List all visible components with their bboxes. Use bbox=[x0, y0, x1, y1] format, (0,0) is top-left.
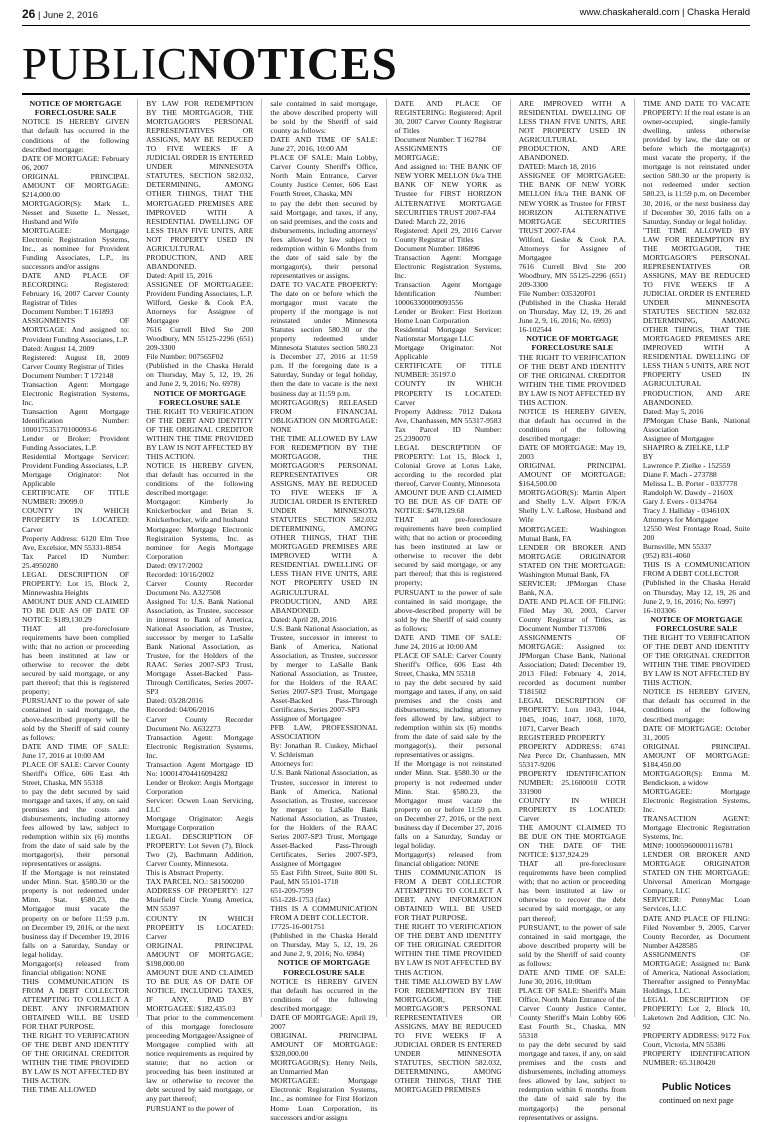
notice-paragraph: TIME AND DATE TO VACATE PROPERTY: If the real estate is an owner-occupied, single-family dwelling, unless otherwise provided by law, the date on or before which the mortgagor(s) must vacate the property, if the mortgage is not reinstated under section 580.30 or the property is not redeemed under section 580.23, is 11:59 p.m. on December 30, 2016, or the next business day if December 30, 2016 falls on a Saturday, Sunday or legal holiday. bbox=[642, 99, 751, 226]
notice-paragraph: That prior to the commencement of this mortgage foreclosure proceeding Mortgagee/Assignee of Mortgagee complied with all notice requirements as required by statute; that no action or proceeding has been instituted at law or otherwise to recover the debt secured by said mortgage, or any part thereof; bbox=[146, 1013, 254, 1104]
notice-paragraph: Dated: 03/28/2016 bbox=[146, 696, 203, 706]
notice-paragraph: (Published in the Chaska Herald on Thursday, May 5, 12, 19, 26 and June 2, 9, 2016; No. 6984) bbox=[270, 931, 378, 959]
notice-paragraph: (Published in the Chaska Herald on Thursday, May 12, 19, 26 and June 2, 9, 16, 2016; No. 6993) bbox=[518, 298, 626, 326]
continued-subtitle: continued on next page bbox=[659, 1096, 734, 1106]
notice-paragraph: Document Number: T 172148 bbox=[22, 370, 114, 380]
notice-paragraph: ORIGINAL PRINCIPAL AMOUNT OF MORTGAGE: $164,500.00 bbox=[518, 461, 626, 489]
notice-paragraph: DATE TO VACATE PROPERTY: The date on or before which the mortgagor must vacate the property if the mortgage is not reinstated under Minnesota Statutes section 580.30 or the property redeemed under Minnesota Statutes section 580.23 is December 27, 2016 at 11:59 p.m. If the foregoing date is a Saturday, Sunday or legal holiday, then the date to vacate is the next business day at 11:59 p.m. bbox=[270, 279, 378, 398]
notice-paragraph: MORTGAGEE: Mortgage Electronic Registration Systems, Inc., as nominee for First Horizon Home Loan Corporation, its successors and/or assigns bbox=[270, 1076, 378, 1122]
notice-paragraph: U.S. Bank National Association, as Trustee, successor in interest to Bank of America, National Association, as Trustee, successor by merger to LaSalle Bank National Association, as Trustee, for the Holders of the RAAC Series 2007-SP3 Trust, Mortgage Asset-Backed Pass-Through Certificates, Series 2007-SP3, Assignee of Mortgagee bbox=[270, 768, 378, 868]
notice-paragraph: ASSIGNMENTS OF MORTGAGE: Assigned to: Bank of America, National Association; Thereafter assigned to PennyMac Holdings, LLC. bbox=[642, 949, 751, 995]
notice-paragraph: DATE AND TIME OF SALE: June 24, 2016 at 10:00 AM bbox=[394, 632, 502, 651]
notice-paragraph: This is Abstract Property. bbox=[146, 868, 224, 878]
continued-box bbox=[643, 1083, 750, 1105]
notice-paragraph: LEGAL DESCRIPTION OF PROPERTY: Lot Seven (7), Block Two (2), Bachmann Addition, Carver County, Minnesota. bbox=[146, 832, 254, 869]
notice-paragraph: ARE IMPROVED WITH A RESIDENTIAL DWELLING OF LESS THAN FIVE UNITS, ARE NOT PROPERTY USED IN AGRICULTURAL PRODUCTION, AND ARE ABANDONED. bbox=[518, 99, 626, 163]
masthead-rule bbox=[22, 93, 750, 95]
notice-paragraph: AMOUNT DUE AND CLAIMED TO BE DUE AS OF DATE OF NOTICE: $189,130.29 bbox=[22, 596, 130, 624]
notice-paragraph: Lawrence P. Zielke - 152559 bbox=[642, 460, 731, 470]
notice-paragraph: DATE AND PLACE OF FILING: Filed November 9, 2005, Carver County Recorder, as Document Number A428585 bbox=[642, 913, 751, 950]
notice-paragraph: LEGAL DESCRIPTION OF PROPERTY: Lots 1043, 1044, 1045, 1046, 1047, 1068, 1070, 1071, Carver Beach bbox=[518, 696, 626, 733]
notice-paragraph: By: Jonathan R. Cuskey, Michael V. Schleisman bbox=[270, 741, 378, 760]
notice-paragraph: TRANSACTION AGENT: Mortgage Electronic Registration Systems, Inc. bbox=[642, 814, 751, 842]
notice-paragraph: PLACE OF SALE: Carver County Sheriff's Office, 606 East 4th Street, Chaska, MN 55318 bbox=[394, 650, 502, 678]
notice-paragraph: THAT all pre-foreclosure requirements have been complied with; that no action or proceeding has been instituted at law or otherwise to recover the debt secured by said mortgage, or any part thereof; bbox=[518, 859, 626, 923]
notice-paragraph: THE TIME ALLOWED BY LAW FOR REDEMPTION BY THE MORTGAGOR, THE MORTGAGOR'S PERSONAL REPRESENTATIVES OR ASSIGNS, MAY BE REDUCED TO FIVE WEEKS IF A JUDICIAL ORDER IS ENTERED UNDER MINNESOTA STATUTES, SECTION 582.032, DETERMINING, AMONG OTHER THINGS, THAT THE MORTGAGED PREMISES bbox=[394, 976, 502, 1095]
notice-paragraph: DATE AND TIME OF SALE: June 27, 2016, 10:00 AM bbox=[270, 135, 378, 154]
notice-paragraph: ASSIGNMENTS OF MORTGAGE: Assigned to: JPMorgan Chase Bank, National Association; Dated: December 19, 2013 Filed: February 4, 2014, recorded as document number T181502 bbox=[518, 633, 626, 697]
notice-paragraph: LENDER OR BROKER AND MORTGAGE ORIGINATOR STATED ON THE MORTGAGE: Washington Mutual Bank, FA bbox=[518, 542, 626, 579]
notice-paragraph: U.S. Bank National Association, as Trustee, successor in interest to Bank of America, National Association, as Trustee, successor by merger to LaSalle Bank National Association, as Trustee, for the Holders of the RAAC Series 2007-SP3 Trust, Mortgage Asset-Backed Pass-Through Certificates, Series 2007-SP3 bbox=[270, 623, 378, 715]
notice-paragraph: ORIGINAL PRINCIPAL AMOUNT OF MORTGAGE: $184,450.00 bbox=[642, 741, 751, 769]
notice-paragraph: Registered: August 18, 2009 Carver County Registrar of Titles bbox=[22, 352, 130, 371]
notice-paragraph: And assigned to: THE BANK OF NEW YORK MELLON f/k/a THE BANK OF NEW YORK as Trustee for FIRST HORIZON ALTERNATIVE MORTGAGE SECURITIES TRUST 2007-FA4 bbox=[394, 162, 502, 217]
masthead-notices: NOTICES bbox=[188, 39, 398, 89]
notice-paragraph: DATE AND TIME OF SALE: June 17, 2016 at 10:00 AM bbox=[22, 741, 130, 760]
notice-paragraph: ADDRESS OF PROPERTY: 127 Muirfield Circle Young America, MN 55397 bbox=[146, 886, 254, 914]
notice-paragraph: Tax Parcel ID Number: 25.4950280 bbox=[22, 551, 130, 570]
notice-paragraph: THE TIME ALLOWED bbox=[22, 1085, 97, 1095]
notice-paragraph: PFB LAW, PROFESSIONAL ASSOCIATION bbox=[270, 723, 378, 742]
notice-paragraph: Assignee of Mortgagee bbox=[270, 714, 342, 724]
column-divider bbox=[510, 99, 511, 1017]
notice-column-3 bbox=[270, 99, 378, 1122]
notice-paragraph: Mortgagor: Kimberly Jo Knickerbocker and Brian S. Knickerbocker, wife and husband bbox=[146, 497, 254, 525]
notice-paragraph: ORIGINAL PRINCIPAL AMOUNT OF MORTGAGE: $214,000.00 bbox=[22, 171, 130, 199]
notice-paragraph: Transaction Agent: Mortgage Electronic Registration Systems, Inc. bbox=[146, 732, 254, 760]
notice-paragraph: to pay the debt secured by said mortgage and taxes, if any, on said premises and the costs and disbursements, including attorney fees allowed by law, subject to redemption within six (6) months from the date of said sale by the mortgagor(s), their personal representatives or assigns. bbox=[22, 786, 130, 869]
notice-paragraph: Transaction Agent Mortgage Identification Number: 100063300009093556 bbox=[394, 279, 502, 308]
notice-paragraph: MIN#: 100059600001116781 bbox=[642, 841, 734, 851]
notice-paragraph: PURSUANT, to the power of sale contained in said mortgage, the above described property will be sold by the Sheriff of said county as follows: bbox=[518, 922, 626, 968]
column-divider bbox=[386, 99, 387, 1017]
notice-paragraph: CERTIFICATE OF TITLE NUMBER: 39099.0 bbox=[22, 488, 130, 507]
notice-paragraph: COUNTY IN WHICH PROPERTY IS LOCATED: Carver bbox=[146, 913, 254, 941]
notice-paragraph: Diane F. Mach - 273788 bbox=[642, 469, 717, 479]
issue-date: June 2, 2016 bbox=[43, 10, 99, 21]
notice-paragraph: Wilford, Geske & Cook P.A. Attorneys for Assignee of Mortgagee bbox=[146, 298, 254, 326]
notice-heading: NOTICE OF MORTGAGE FORECLOSURE SALE bbox=[277, 958, 370, 977]
notice-paragraph: Dated: April 28, 2016 bbox=[270, 614, 337, 624]
site-credit: www.chaskaherald.com | Chaska Herald bbox=[579, 7, 750, 18]
notice-paragraph: DATE OF MORTGAGE: April 19, 2007 bbox=[270, 1013, 378, 1032]
notice-paragraph: Dated: 09/17/2002 bbox=[146, 560, 203, 570]
notice-paragraph: PROPERTY ADDRESS: 9172 Fox Court, Victoria, MN 55386 bbox=[642, 1031, 751, 1050]
notice-paragraph: Carver County Recorder Document No. A632273 bbox=[146, 714, 254, 733]
notice-paragraph: THE RIGHT TO VERIFICATION OF THE DEBT AND IDENTITY OF THE ORIGINAL CREDITOR WITHIN THE TIME PROVIDED BY LAW IS NOT AFFECTED BY THIS ACTION. bbox=[394, 922, 502, 977]
notice-paragraph: Transaction Agent: Mortgage Electronic Registration Systems, Inc. bbox=[394, 252, 502, 280]
notice-paragraph: 7616 Currell Blvd Ste 200 Woodbury, MN 55125-2296 (651) 209-3300 bbox=[146, 325, 254, 353]
notice-paragraph: Gary J. Evers - 0134764 bbox=[642, 497, 717, 507]
section-masthead bbox=[22, 38, 398, 88]
notice-paragraph: ASSIGNMENTS OF MORTGAGE: And assigned to: Provident Funding Associates, L.P. bbox=[22, 316, 130, 344]
notice-paragraph: Mortgage Originator: Not Applicable bbox=[394, 343, 502, 362]
notice-paragraph: Burnsville, MN 55337 bbox=[642, 542, 712, 552]
notice-paragraph: THE RIGHT TO VERIFICATION OF THE DEBT AND IDENTITY OF THE ORIGINAL CREDITOR WITHIN THE TIME PROVIDED BY LAW IS NOT AFFECTED BY THIS ACTION. bbox=[518, 352, 626, 407]
notice-paragraph: Property Address: 7012 Dakota Ave, Chanhassen, MN 55317-9583 bbox=[394, 406, 502, 425]
notice-paragraph: 651-209-7599 bbox=[270, 886, 314, 896]
notice-paragraph: NOTICE IS HEREBY GIVEN that default has occurred in the conditions of the following described mortgage: bbox=[270, 976, 378, 1013]
page-header bbox=[22, 4, 750, 22]
notice-column-1 bbox=[22, 99, 130, 1095]
notice-paragraph: PURSUANT to the power of sale contained in said mortgage, the above-described property will be sold by the Sheriff of said county as follows: bbox=[22, 696, 130, 742]
notice-paragraph: PLACE OF SALE: Main Lobby, Carver County Sheriff's Office, North Main Entrance, Carver County Justice Center, 606 East Fourth Street, Chaska, MN bbox=[270, 153, 378, 199]
notice-heading: NOTICE OF MORTGAGE FORECLOSURE SALE bbox=[29, 99, 122, 118]
notice-paragraph: PURSUANT to the power of bbox=[146, 1103, 235, 1113]
notice-paragraph: Mortgage Originator: Not Applicable bbox=[22, 470, 130, 489]
notice-paragraph: BY LAW FOR REDEMPTION BY THE MORTGAGOR, THE MORTGAGOR'S PERSONAL REPRESENTATIVES OR ASSIGNS, MAY BE REDUCED TO FIVE WEEKS IF A JUDICIAL ORDER IS ENTERED UNDER MINNESOTA STATUTES, SECTION 582.032, DETERMINING, AMONG OTHER THINGS, THAT THE MORTGAGED PREMISES ARE IMPROVED WITH A RESIDENTIAL DWELLING OF LESS THAN FIVE UNITS, ARE NOT PROPERTY USED IN AGRICULTURAL PRODUCTION, AND ARE ABANDONED. bbox=[146, 99, 254, 271]
notice-paragraph: (952) 831-4060 bbox=[642, 551, 691, 561]
notice-paragraph: THAT all pre-foreclosure requirements have been complied with; that no action or proceeding has been instituted at law or otherwise to recover the debt secured by said mortgage, or any part thereof; that this is registered property; bbox=[22, 624, 130, 697]
notice-paragraph: Assigned To: U.S. Bank National Association, as Trustee, successor in interest to Bank of America, National Association, as Trustee, successor by merger to LaSalle Bank National Association, as Trustee, for the Holders of the RAAC Series 2007-SP3 Trust, Mortgage Asset-Backed Pass-Through Certificates, Series 2007-SP3 bbox=[146, 596, 254, 697]
notice-heading: NOTICE OF MORTGAGE FORECLOSURE SALE bbox=[153, 388, 246, 407]
notice-paragraph: Property Address: 6120 Elm Tree Ave, Excelsior, MN 55331-8854 bbox=[22, 533, 130, 552]
notice-paragraph: DATE AND PLACE OF REGISTERING: Registered: April 30, 2007 Carver County Registrar of Titles bbox=[394, 99, 502, 136]
notice-paragraph: File Number: 007565F02 bbox=[146, 352, 224, 362]
notice-paragraph: Document Number: T 161893 bbox=[22, 307, 114, 317]
notice-paragraph: PROPERTY IDENTIFICATION NUMBER: 65.3180420 bbox=[642, 1049, 751, 1068]
notice-paragraph: ORIGINAL PRINCIPAL AMOUNT OF MORTGAGE: $198,000.00 bbox=[146, 940, 254, 968]
notice-paragraph: Tracy J. Halliday - 034610X bbox=[642, 506, 730, 516]
notice-paragraph: Residential Mortgage Servicer: Provident Funding Associates, L.P. bbox=[22, 452, 130, 471]
notice-paragraph: Wilford, Geske & Cook P.A. Attorneys for Assignee of Mortgagee bbox=[518, 234, 626, 262]
notice-paragraph: AMOUNT DUE AND CLAIMED TO BE DUE AS OF DATE OF NOTICE: $478,129.68 bbox=[394, 488, 502, 516]
notice-paragraph: sale contained in said mortgage, the above described property will be sold by the Sheriff of said county as follows: bbox=[270, 99, 378, 136]
notice-paragraph: Transaction Agent Mortgage Identification Number: 100017535170100093-6 bbox=[22, 406, 130, 434]
notice-paragraph: THE RIGHT TO VERIFICATION OF THE DEBT AND IDENTITY OF THE ORIGINAL CREDITOR WITHIN THE TIME PROVIDED BY LAW IS NOT AFFECTED BY THIS ACTION. bbox=[146, 406, 254, 462]
notice-paragraph: Melissa L. B. Porter - 0337778 bbox=[642, 478, 738, 488]
notice-paragraph: PROPERTY ADDRESS: 6741 Nez Perce Dr, Chanhassen, MN 55317-9206 bbox=[518, 741, 626, 769]
notice-column-6 bbox=[642, 99, 751, 1106]
notice-paragraph: Lender or Broker: Aegis Mortgage Corporation bbox=[146, 777, 254, 796]
notice-paragraph: Dated: August 14, 2009 bbox=[22, 343, 95, 353]
notice-paragraph: to pay the debt then secured by said Mortgage, and taxes, if any, on said premises, and the costs and disbursements, including attorneys' fees allowed by law subject to redemption within 6 Months from the date of said sale by the mortgagor(s), their personal representatives or assigns. bbox=[270, 198, 378, 280]
continued-title: Public Notices bbox=[661, 1082, 731, 1094]
notice-paragraph: THE AMOUNT CLAIMED TO BE DUE ON THE MORTGAGE ON THE DATE OF THE NOTICE: $137,924.29 bbox=[518, 823, 626, 860]
notice-paragraph: MORTGAGOR(S): Henry Neils, an Unmarried Man bbox=[270, 1058, 378, 1077]
notice-paragraph: DATE AND PLACE OF FILING: Filed May 30, 2003, Carver County Registrar of Titles, as Document Number T137086 bbox=[518, 596, 626, 634]
notice-paragraph: Dated: March 22, 2016 bbox=[394, 216, 465, 226]
notice-paragraph: Document Number: T 162784 bbox=[394, 135, 486, 145]
notice-paragraph: NOTICE IS HEREBY GIVEN that default has occurred in the conditions of the following described mortgage: bbox=[22, 117, 130, 154]
notice-paragraph: PLACE OF SALE: Carver County Sheriff's Office, 606 East 4th Street, Chaska, MN 55318 bbox=[22, 759, 130, 787]
notice-paragraph: JPMorgan Chase Bank, National Association bbox=[642, 415, 751, 434]
notice-paragraph: 16-102544 bbox=[518, 325, 552, 335]
notice-paragraph: Mortgagor(s) released from financial obligation: NONE bbox=[394, 849, 502, 868]
notice-paragraph: THE TIME ALLOWED BY LAW FOR REDEMPTION BY THE MORTGAGOR, THE MORTGAGOR'S PERSONAL REPRESENTATIVES OR ASSIGNS, MAY BE REDUCED TO FIVE WEEKS IF A JUDICIAL ORDER IS ENTERED UNDER MINNESOTA STATUTES SECTION 582.032 DETERMINING, AMONG OTHER THINGS, THAT THE MORTGAGED PREMISES ARE IMPROVED WITH A RESIDENTIAL DWELLING OF LESS THAN FIVE UNITS, ARE NOT PROPERTY USED IN AGRICULTURAL PRODUCTION, AND ARE ABANDONED. bbox=[270, 433, 378, 615]
notice-paragraph: If the Mortgage is not reinstated under Minn. Stat. §580.30 or the property is not redeemed under Minn. Stat. §580.23, the Mortgagor must vacate the property on or before 11:59 p.m. on December 19, 2016, or the next business day if December 19, 2016 falls on a Saturday, Sunday or legal holiday. bbox=[22, 868, 130, 959]
notice-paragraph: THIS COMMUNICATION IS FROM A DEBT COLLECTOR ATTEMPTING TO COLLECT A DEBT. ANY INFORMATION OBTAINED WILL BE USED FOR THAT PURPOSE. bbox=[394, 867, 502, 923]
notice-paragraph: to pay the debt secured by said mortgage and taxes, if any, on said premises and the costs and disbursements, including attorneys fees allowed by law, subject to redemption within 6 months from the date of said sale by the mortgagor(s) the personal representatives or assigns. bbox=[518, 1040, 626, 1122]
notice-paragraph: Recorded: 10/16/2002 bbox=[146, 569, 214, 579]
notice-paragraph: Mortgagor(s) released from financial obligation: NONE bbox=[22, 958, 130, 977]
notice-paragraph: THAT all pre-foreclosure requirements have been complied with; that no action or proceeding has been instituted at law or otherwise to recover the debt secured by said mortgage, or any part thereof; that this is registered property; bbox=[394, 515, 502, 588]
notice-paragraph: PLACE OF SALE: Sheriff's Main Office, North Main Entrance of the Carver County Justice Center, County Sheriff's Main Lobby 606 East Fourth St., Chaska, MN 55318 bbox=[518, 985, 626, 1041]
notice-paragraph: Recorded: 04/06/2016 bbox=[146, 705, 214, 715]
notice-paragraph: LEGAL DESCRIPTION OF PROPERTY: Lot 2, Block 10, Laketown 2nd Addition, CIC No. 92 bbox=[642, 994, 751, 1032]
notice-paragraph: COUNTY IN WHICH PROPERTY IS LOCATED: Carver bbox=[518, 795, 626, 824]
notice-paragraph: NOTICE IS HEREBY GIVEN, that default has occurred in the conditions of the following described mortgage: bbox=[642, 687, 751, 724]
notice-paragraph: MORTGAGOR(S): Martin Alpert and Shelly L.V. Alpert F/K/A Shelly L.V. LaRose, Husband and Wife bbox=[518, 488, 626, 525]
notice-paragraph: NOTICE IS HEREBY GIVEN, that default has occurred in the conditions of the following described mortgage: bbox=[146, 461, 254, 498]
notice-heading: NOTICE OF MORTGAGE FORECLOSURE SALE bbox=[650, 614, 743, 633]
notice-paragraph: DATE OF MORTGAGE: February 06, 2007 bbox=[22, 153, 130, 172]
notice-paragraph: Tax Parcel ID Number: 25.2390070 bbox=[394, 424, 502, 443]
notice-heading: NOTICE OF MORTGAGE FORECLOSURE SALE bbox=[526, 334, 619, 353]
notice-paragraph: DATE OF MORTGAGE: October 31, 2005 bbox=[642, 723, 751, 742]
page-folio: 26 | June 2, 2016 bbox=[22, 7, 99, 21]
notice-paragraph: MORTGAGOR(S) RELEASED FROM FINANCIAL OBLIGATION ON MORTGAGE: NONE bbox=[270, 397, 378, 434]
notice-paragraph: Servicer: Ocwen Loan Servicing, LLC bbox=[146, 795, 254, 814]
notice-paragraph: (Published in the Chaska Herald on Thursday, May 12, 19, 26 and June 2, 9, 16, 2016; No. 6997) bbox=[642, 578, 751, 606]
notice-paragraph: (Published in the Chaska Herald on Thursday, May 5, 12, 19, 26 and June 2, 9, 2016; No. 6978) bbox=[146, 361, 254, 389]
notice-paragraph: Dated: May 5, 2016 bbox=[642, 406, 704, 416]
notice-paragraph: MORTGAGEE: Mortgage Electronic Registration Systems, Inc., as nominee for Provident Funding Associates, L.P., its successors and/or assigns bbox=[22, 225, 130, 272]
notice-paragraph: Registered: April 29, 2016 Carver County Registrar of Titles bbox=[394, 225, 502, 244]
masthead-public: PUBLIC bbox=[22, 39, 189, 89]
notice-paragraph: ORIGINAL PRINCIPAL AMOUNT OF MORTGAGE: $328,000.00 bbox=[270, 1031, 378, 1059]
notice-paragraph: NOTICE IS HEREBY GIVEN, that default has occurred in the conditions of the following described mortgage: bbox=[518, 406, 626, 444]
notice-paragraph: MORTGAGOR(S): Mark L. Nesset and Susette L. Nesset, Husband and Wife bbox=[22, 198, 130, 226]
notice-paragraph: COUNTY IN WHICH PROPERTY IS LOCATED: Carver bbox=[22, 506, 130, 534]
notice-paragraph: THE RIGHT TO VERIFICATION OF THE DEBT AND IDENTITY OF THE ORIGINAL CREDITOR WITHIN THE TIME PROVIDED BY LAW IS NOT AFFECTED BY THIS ACTION. bbox=[22, 1031, 130, 1086]
notice-paragraph: REGISTERED PROPERTY bbox=[518, 732, 606, 742]
notice-paragraph: THIS IS A COMMUNICATION FROM A DEBT COLLECTOR. bbox=[270, 904, 378, 923]
notice-paragraph: 17725-16-001751 bbox=[270, 922, 325, 932]
notice-paragraph: SERVICER: JPMorgan Chase Bank, N.A. bbox=[518, 578, 626, 597]
header-rule bbox=[22, 25, 750, 26]
notice-paragraph: 651-228-1753 (fax) bbox=[270, 895, 331, 905]
notice-paragraph: ASSIGNEE OF MORTGAGEE: Provident Funding Associates, L.P. bbox=[146, 279, 254, 298]
notice-paragraph: 55 East Fifth Street, Suite 800 St. Paul, MN 55101-1718 bbox=[270, 867, 378, 887]
notice-paragraph: Lender or Broker: First Horizon Home Loan Corporation bbox=[394, 307, 502, 326]
notice-paragraph: to pay the debt secured by said mortgage and taxes, if any, on said premises and the costs and disbursements, including attorney fees allowed by law, subject to redemption within six (6) months from the date of said sale by the mortgagor(s), their personal representatives or assigns. bbox=[394, 678, 502, 760]
notice-paragraph: AMOUNT DUE AND CLAIMED TO BE DUE AS OF DATE OF NOTICE, INCLUDING TAXES, IF ANY, PAID BY MORTGAGEE: $182,435.03 bbox=[146, 967, 254, 1013]
page-number: 26 bbox=[22, 7, 36, 21]
notice-paragraph: DATE OF MORTGAGE: May 19, 2003 bbox=[518, 443, 626, 462]
notice-paragraph: Carver County Recorder Document No. A327508 bbox=[146, 578, 254, 597]
notice-paragraph: BY bbox=[642, 451, 654, 461]
notice-paragraph: SHAPIRO & ZIELKE, LLP bbox=[642, 442, 729, 452]
notice-paragraph: MORTGAGEE: Mortgage Electronic Registration Systems, Inc. bbox=[642, 786, 751, 814]
notice-column-5 bbox=[518, 99, 626, 1122]
notice-paragraph: PROPERTY IDENTIFICATION NUMBER: 25.1600010 COTR 331900 bbox=[518, 768, 626, 796]
notice-paragraph: ASSIGNEE OF MORTGAGEE: THE BANK OF NEW YORK MELLON f/k/a THE BANK OF NEW YORK as Trustee for FIRST HORIZON ALTERNATIVE MORTGAGE SECURITIES TRUST 2007-FA4 bbox=[518, 171, 626, 235]
column-divider bbox=[634, 99, 635, 1017]
column-divider bbox=[261, 99, 262, 1017]
notice-paragraph: Mortgagee: Mortgage Electronic Registration Systems, Inc. as nominee for Aegis Mortgage Corporation bbox=[146, 524, 254, 561]
notice-paragraph: Dated: April 15, 2016 bbox=[146, 270, 213, 280]
notice-paragraph: MORTGAGOR(S): Emma M. Bendickson, a widow bbox=[642, 768, 751, 787]
notice-paragraph: Lender or Broker: Provident Funding Associates, L.P. bbox=[22, 434, 130, 453]
notice-paragraph: If the Mortgage is not reinstated under Minn. Stat. §580.30 or the property is not redeemed under Minn. Stat. §580.23, the Mortgagor must vacate the property on or before 11:59 p.m. on December 27, 2016, or the next business day if December 27, 2016 falls on a Saturday, Sunday or legal holiday. bbox=[394, 759, 502, 850]
notice-paragraph: "THE TIME ALLOWED BY LAW FOR REDEMPTION BY THE MORTGAGOR, THE MORTGAGOR'S PERSONAL REPRESENTATIVES OR ASSIGNS, MAY BE REDUCED TO FIVE WEEKS IF A JUDICIAL ORDER IS ENTERED UNDER MINNESOTA STATUTES SECTION 582.032 DETERMINING, AMONG OTHER THINGS, THAT THE MORTGAGED PREMISES ARE IMPROVED WITH A RESIDENTIAL DWELLING OF LESS THAN 5 UNITS, ARE NOT PROPERTY USED IN AGRICULTURAL PRODUCTION, AND ARE ABANDONED. bbox=[642, 225, 751, 407]
notice-paragraph: 16-103306 bbox=[642, 605, 676, 615]
notice-paragraph: Transaction Agent: Mortgage Electronic Registration Systems, Inc. bbox=[22, 379, 130, 407]
notice-paragraph: LEGAL DESCRIPTION OF PROPERTY: Lot 15, Block 1, Colonial Grove at Lotus Lake, according to the recorded plat thereof, Carver County, Minnesota bbox=[394, 442, 502, 488]
column-divider bbox=[137, 99, 138, 1017]
notice-paragraph: THIS COMMUNICATION IS FROM A DEBT COLLECTOR ATTEMPTING TO COLLECT A DEBT. ANY INFORMATION OBTAINED WILL BE USED FOR THAT PURPOSE. bbox=[22, 976, 130, 1032]
notice-paragraph: COUNTY IN WHICH PROPERTY IS LOCATED: Carver bbox=[394, 379, 502, 407]
notice-paragraph: 7616 Currell Blvd Ste 200 Woodbury, MN 55125-2296 (651) 209-3300 bbox=[518, 261, 626, 289]
notice-paragraph: 12550 West Frontage Road, Suite 200 bbox=[642, 524, 751, 543]
notice-paragraph: MORTGAGEE: Washington Mutual Bank, FA bbox=[518, 524, 626, 543]
notice-paragraph: LEGAL DESCRIPTION OF PROPERTY: Lot 15, Block 2, Minnewashta Heights bbox=[22, 569, 130, 597]
notice-paragraph: Transaction Agent Mortgage ID No: 100014704416094282 bbox=[146, 759, 254, 778]
notice-paragraph: PURSUANT to the power of sale contained in said mortgage, the above-described property will be sold by the Sheriff of said county as follows: bbox=[394, 587, 502, 633]
notice-paragraph: Document Number: 186896 bbox=[394, 243, 480, 253]
notice-paragraph: DATED: March 18, 2016 bbox=[518, 162, 596, 172]
notice-paragraph: Attorneys for Mortgagee bbox=[642, 515, 719, 525]
notice-paragraph: Randolph W. Dawdy - 2160X bbox=[642, 488, 734, 498]
notice-paragraph: Mortgage Originator: Aegis Mortgage Corporation bbox=[146, 814, 254, 833]
notice-paragraph: Residential Mortgage Servicer: Nationstar Mortgage LLC bbox=[394, 325, 502, 344]
notice-paragraph: Assignee of Mortgagee bbox=[642, 433, 714, 443]
notice-paragraph: SERVICER: PennyMac Loan Services, LLC bbox=[642, 895, 751, 914]
notice-paragraph: THIS IS A COMMUNICATION FROM A DEBT COLLECTOR bbox=[642, 560, 751, 579]
notice-paragraph: THE RIGHT TO VERIFICATION OF THE DEBT AND IDENTITY OF THE ORIGINAL CREDITOR WITHIN THE TIME PROVIDED BY LAW IS NOT AFFECTED BY THIS ACTION. bbox=[642, 633, 751, 688]
notice-paragraph: DATE AND PLACE OF RECORDING: Registered: February 16, 2007 Carver County Registrar of Titles bbox=[22, 271, 130, 308]
notice-paragraph: File Number: 035320F01 bbox=[518, 288, 596, 298]
notice-paragraph: DATE AND TIME OF SALE: June 30, 2016, 10:00am bbox=[518, 967, 626, 986]
notice-paragraph: LENDER OR BROKER AND MORTGAGE ORIGINATOR STATED ON THE MORTGAGE: Universal American Mortgage Company, LLC bbox=[642, 850, 751, 896]
notice-paragraph: ASSIGNMENTS OF MORTGAGE: bbox=[394, 144, 502, 163]
notice-column-4 bbox=[394, 99, 502, 1095]
notice-paragraph: TAX PARCEL NO.: 581500200 bbox=[146, 877, 245, 887]
notice-paragraph: Attorneys for: bbox=[270, 759, 314, 769]
notice-column-2 bbox=[146, 99, 254, 1113]
notice-columns bbox=[22, 99, 751, 1122]
notice-paragraph: CERTIFICATE OF TITLE NUMBER: 35197.0 bbox=[394, 361, 502, 380]
